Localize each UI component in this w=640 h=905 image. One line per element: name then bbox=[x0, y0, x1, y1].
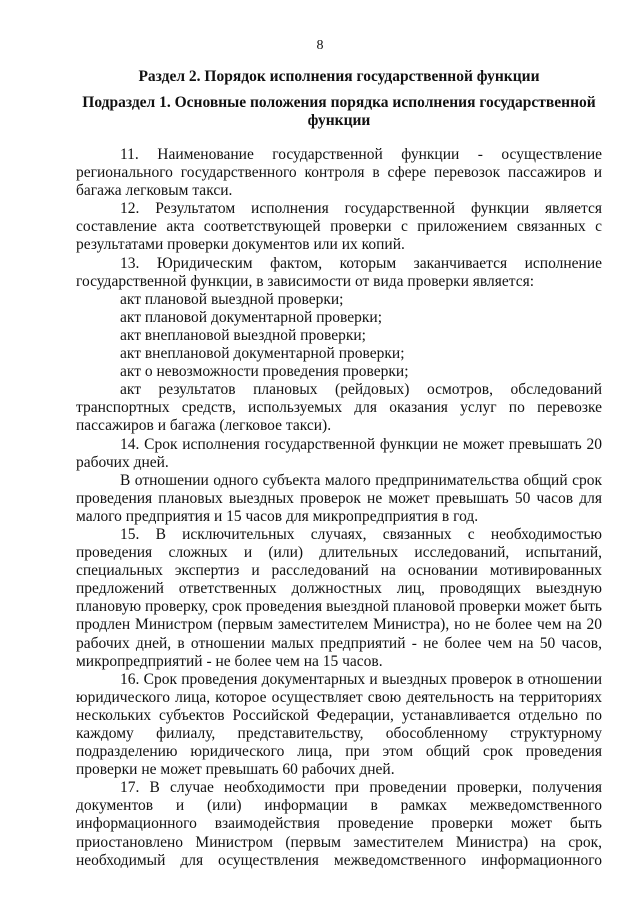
document-body bbox=[76, 146, 602, 870]
list-item: акт внеплановой документарной проверки; bbox=[120, 345, 405, 363]
paragraph-14-small-business: В отношении одного субъекта малого предпринимательства общий срок проведения плановых выездных проверок не может превышать 50 часов для малого предприятия и 15 часов для микропредприятия в год. bbox=[76, 471, 602, 525]
paragraph-16: 16. Срок проведения документарных и выездных проверок в отношении юридического лица, которое осуществляет свою деятельность на территориях нескольких субъектов Российской Федерации, устанавливается отдельно по каждому филиалу, представительству, обособленному структурному подразделению юридического лица, при этом общий срок проведения проверки не может превышать 60 рабочих дней. bbox=[76, 670, 602, 779]
list-item: акт плановой выездной проверки; bbox=[120, 290, 344, 308]
paragraph-12: 12. Результатом исполнения государственной функции является составление акта соответствующей проверки с приложением связанных с результатами проверки документов или их копий. bbox=[76, 200, 602, 254]
paragraph-11: 11. Наименование государственной функции - осуществление регионального государственного контроля в сфере перевозок пассажиров и багажа легковым такси. bbox=[76, 146, 602, 200]
subsection-title: Подраздел 1. Основные положения порядка исполнения государственной функции bbox=[82, 94, 596, 129]
paragraph-17: 17. В случае необходимости при проведении проверки, получения документов и (или) информации в рамках межведомственного информационного взаимодействия проведение проверки может быть приостановлено Министром (первым заместителем Министра) на срок, необходимый для осуществления межведомственного информационного bbox=[76, 779, 602, 869]
paragraph-15: 15. В исключительных случаях, связанных с необходимостью проведения сложных и (или) длительных исследований, испытаний, специальных экспертиз и расследований на основании мотивированных предложений ответственных должностных лиц, проводящих выездную плановую проверку, срок проведения выездной плановой проверки может быть продлен Министром (первым заместителем Министра), но не более чем на 20 рабочих дней, в отношении малых предприятий - не более чем на 50 часов, микропредприятий - не более чем на 15 часов. bbox=[76, 525, 602, 670]
section-title: Раздел 2. Порядок исполнения государственной функции bbox=[138, 68, 540, 85]
paragraph-14: 14. Срок исполнения государственной функции не может превышать 20 рабочих дней. bbox=[76, 435, 602, 471]
list-item: акт плановой документарной проверки; bbox=[120, 308, 383, 326]
list-item: акт о невозможности проведения проверки; bbox=[120, 363, 409, 381]
list-item: акт результатов плановых (рейдовых) осмотров, обследований транспортных средств, используемых для оказания услуг по перевозке пассажиров и багажа (легковое такси). bbox=[76, 381, 602, 435]
list-item: акт внеплановой выездной проверки; bbox=[120, 326, 366, 344]
page-number: 8 bbox=[316, 38, 324, 53]
paragraph-13: 13. Юридическим фактом, которым заканчивается исполнение государственной функции, в зависимости от вида проверки является: bbox=[76, 254, 602, 290]
